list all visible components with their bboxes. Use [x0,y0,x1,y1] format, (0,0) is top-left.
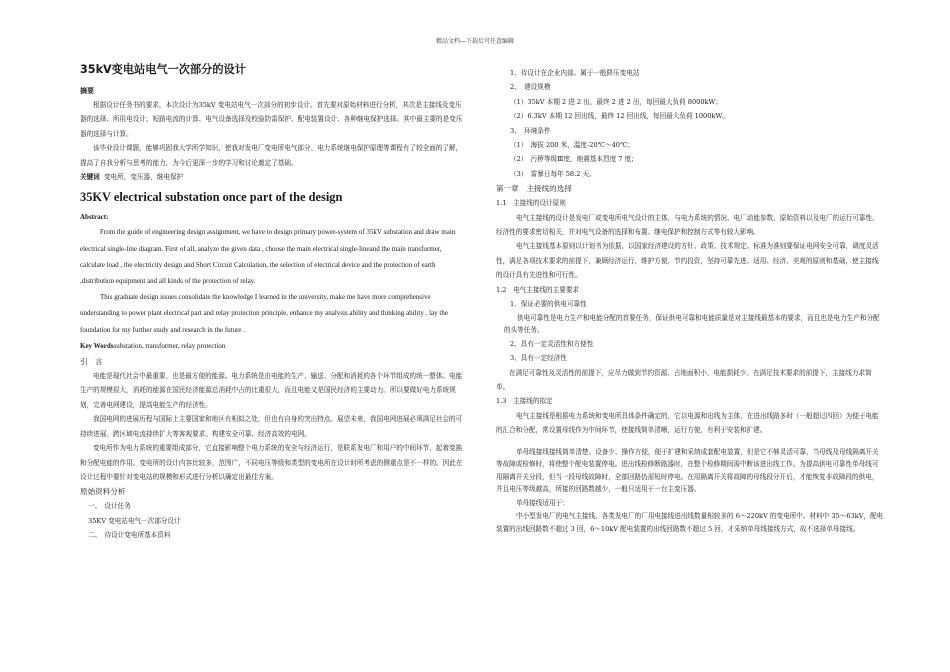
abstract-en-p1: From the guide of engineering design assignment, we have to design primary power-system of 35kV substation and draw main electrical single-line diagram. First of all, analyze the given data , choose the main electrical single-lineand the main transformer, calculate load , the electricity design and Short Circuit Calculation, the selection of electrical device and the protection of earth ,distribution equipment and all kinds of the protection of relay. [80,228,456,286]
env-heading: 3、 环境条件 [510,126,551,135]
requirement-1: 1、保证必要的供电可靠性 [510,300,587,309]
task-1-content: 35KV 变电站电气一次部分设计 [88,516,181,525]
requirement-3: 3、具有一定经济性 [510,354,567,363]
section-1-1-p1: 电气主接线的设计是发电厂或变电所电气设计的主体，与电力系统的情况、电厂动能参数、原始资料以及电厂的运行可靠性、经济性的要求密切相关，并对电气设备的选择和布置、继电保护和控制方式等有较大影响。 [496,213,879,237]
right-column [496,66,884,536]
requirement-1-text: 供电可靠性是电力生产和电能分配的首要任务，保证供电可靠和电能质量是对主接线最基本的要求，而且也是电力生产和分配的头等任务。 [504,313,880,335]
section-1-3: 1.3 主接线的拟定 [496,397,553,406]
env-item-3: （3） 雷暴日每年 58.2 天。 [510,169,596,178]
abstract-en-heading: Abstract: [80,213,109,222]
site-info: 1、待设计在企业内部。属于一般降压变电站 [510,69,640,77]
keywords-en-text: substation, transformer, relay protection [113,341,226,350]
keywords-cn-label: 关键词 [80,173,100,182]
intro-p1: 电能是现代社会中最重要、也是最方便的能源。电力系统是由电能的生产、输送、分配和消耗的各个环节组成的统一整体。电能生产的规模很大，消耗的能源在国民经济能源总消耗中占的比重很大，而且电能又是国民经济的主要动力。所以要做好电力系统规划，完善电网建设，提高电能生产的经济性。 [80,372,463,409]
task-1: 一、 设计任务 [88,502,131,511]
scale-item-2: （2）6.3kV 本期 12 回出线，最终 12 回出线，每回最大负荷 1000kW。 [510,112,729,121]
scale-item-1: （1）35kV 本期 2 进 2 出，最终 2 进 2 出，每回最大负荷 8000kW； [510,97,722,106]
section-1-3-p1: 电气主接线是根据电力系统和变电所具体条件确定的，它以电源和出线为主体，在进出线路多时（一般超过四回）为便于电能的汇合和分配，常设置母线作为中间环节，使接线简单清晰，运行方便，有利于安装和扩建。 [496,411,879,435]
chapter-1-heading: 第一章 主接线的选择 [496,184,572,194]
section-1-3-p3: 中小型发电厂的电气主接线、各类发电厂的厂用电接线进出线数量相较多的 6～220kV 的变电所中。材料中 35～63kV，配电装置的出线回路数不超过 3 回，6～10kV 配电装置的出线回路数不超过 5 回，才采纳单母线接线方式，故不选择单母接线。 [496,512,884,533]
title-cn: 35kV变电站电气一次部分的设计 [80,63,246,76]
section-1-3-applies-heading: 单母接线适用于： [516,498,569,507]
abstract-en-p2: This graduate design issues consolidate the knowledge I learned in the university, make me have more comprehensive understanding to power plant electrical part and relay protection principle, enhance my analysis ability and thinking ability . lay the foundation for my further study and research in the future . [80,293,448,334]
section-1-1: 1.1 主接线的设计原则 [496,199,566,208]
requirement-3-text: 在满足可靠性及灵活性的前提下，应尽力做到节约资源、占地面积小、电能损耗少。在满足技术要求的前提下，主接线力求简单。 [496,368,872,391]
abstract-cn-heading: 摘要 [80,87,94,95]
keywords-en-label: Key Words [80,341,114,350]
env-item-1: （1） 海拔 200 米，温度-20℃～40℃； [510,141,634,150]
title-en: 35KV electrical substation once part of the design [80,190,343,205]
task-2: 二、 待设计变电所基本资料 [88,531,171,540]
intro-p3: 变电所作为电力系统的重要组成部分，它直接影响整个电力系统的安全与经济运行，是联系发电厂和用户的中间环节，起着变换和分配电能的作用。变电所的设计内容比较多，范围广，不同电压等级和类型的变电所在设计时所考虑的侧重点是不一样的。因此在设计过程中要针对变电站的规模和形式进行分析以确定出最佳方案。 [80,444,463,481]
keywords-en [80,338,468,354]
section-1-1-p2: 电气主接线基本原则以计划书为依据，以国家经济建设的方针、政策、技术规定、标准为准则要保证电网安全可靠，调度灵活性，满足各项技术要求的前提下，兼顾经济运行，维护方便，节约投资，坚持可靠先进、适用、经济、美观的原则和基础，使主接线的设计具有先进性和可行性。 [496,242,879,280]
abstract-cn-p1: 根据设计任务书的要求，本次设计为35kV 变电站电气一次部分的初步设计。首先要对原始材料进行分析，其次是主接线及变压器的选择、所用电设计、短路电流的计算、电气设备选择及校验防雷保护、配电装置设计、各种继电保护选择。其中最主要的是变压器的选择与计算。 [80,101,463,138]
requirement-2: 2、具有一定灵活性和方便性 [510,339,594,348]
env-item-2: （2） 污秽等级Ⅲ度，地震基本烈度 7 度； [510,155,638,164]
keywords-cn [80,170,468,184]
intro-p2: 我国电网的进展历程与国际上主要国家和地区有相似之处，但也有自身的突出特点。展望未来，我国电网进展必须满足社会的可持续进展、跨区域电流持续扩大等客观要求。构建安全可靠、经济高效的电网。 [80,415,463,438]
abstract-cn-p2: 该毕业设计课题，能够巩固我大学所学知识，使我对发电厂变电所电气部分、电力系统继电保护原理等课程有了较全面的了解，提高了自我分析与思考的能力，为今后更深一步的学习和讨论奠定了基础。 [80,144,463,167]
page-header: 精品文档---下载后可任意编辑 [435,38,515,45]
section-1-3-p2: 单母线接线接线简单清楚、设备少、操作方便，便于扩建和采纳成套配电装置，但是它不够灵活可靠，当母线及母线隔离开关等故障或检修时，将使整个配电装置停电。进出线检修断路器时，在整个检修期间需中断该进出线工作。为提高供电可靠性单母线可用隔离开关分段，但当一段母线故障时，全部回路仍需短时停电。在用隔离开关将故障的母线段分开后，才能恢复非故障段的供电，并且电压等级越高，所接的回路数越少，一般只适用于一台主变压器。 [496,447,879,494]
intro-heading: 引 言 [80,357,103,367]
left-column [80,62,468,543]
original-data-heading: 原始资料分析 [80,487,126,497]
scale-heading: 2、 建设规模 [510,83,551,92]
keywords-cn-text: 变电所，变压器，继电保护 [103,173,184,182]
section-1-2: 1.2 电气主接线的主要要求 [496,285,580,294]
